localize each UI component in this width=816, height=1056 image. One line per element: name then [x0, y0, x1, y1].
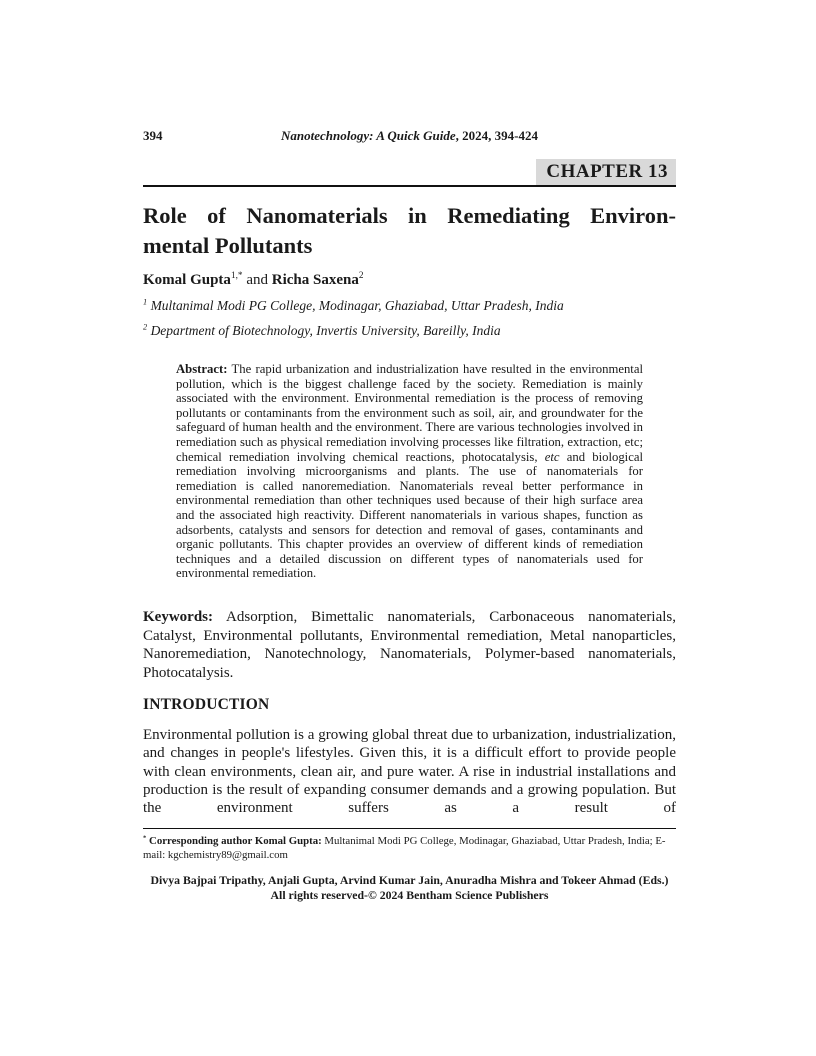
- footnote-divider: [143, 828, 676, 829]
- introduction-heading: INTRODUCTION: [143, 696, 270, 714]
- affiliation-1: [143, 297, 676, 314]
- chapter-label: CHAPTER 13: [536, 159, 676, 185]
- running-header: [143, 128, 676, 146]
- abstract-text-1: The rapid urbanization and industrialization have resulted in the environmental pollution, which is the biggest challenge faced by the society. Remediation is mainly associated with the environment. Environmental remediation is the process of removing pollutants or contaminants from the environment such as soil, air, and groundwater for the safeguard of human health and the environment. There are various technologies involved in remediation such as physical remediation involving processes like filtration, extraction, etc; chemical remediation involving chemical reactions, photocatalysis,: [176, 362, 643, 464]
- chapter-title-line1: Role of Nanomaterials in Remediating Environ-: [143, 203, 676, 228]
- abstract-block: [176, 362, 643, 581]
- affiliation-2-sup: 2: [143, 322, 148, 332]
- book-footer: [143, 873, 676, 902]
- affiliation-1-text: Multanimal Modi PG College, Modinagar, Ghaziabad, Uttar Pradesh, India: [147, 298, 564, 313]
- page-number: 394: [143, 128, 163, 143]
- footer-editors-line: Divya Bajpai Tripathy, Anjali Gupta, Arvind Kumar Jain, Anuradha Mishra and Tokeer Ahmad (Eds.): [150, 873, 669, 888]
- introduction-paragraph: Environmental pollution is a growing global threat due to urbanization, industrialization, and changes in people's lifestyles. Given this, it is a difficult effort to provide people with clean environments, clean air, and pure water. A rise in industrial installations and production is the result of expanding consumer demands and a growing population. But the environment suffers as a result of: [143, 727, 676, 817]
- author-name-1: Komal Gupta: [143, 272, 231, 288]
- chapter-title-line2: mental Pollutants: [143, 233, 313, 258]
- corresponding-author-footnote: [143, 834, 676, 862]
- authors-line: [143, 272, 676, 289]
- keywords-block: [143, 608, 676, 682]
- author-sup-1: 1,*: [230, 271, 243, 281]
- footer-rights-line: All rights reserved-© 2024 Bentham Science Publishers: [270, 887, 549, 902]
- chapter-banner-row: [143, 159, 676, 187]
- running-title-book: Nanotechnology: A Quick Guide: [280, 128, 456, 143]
- author-sup-2: 2: [358, 271, 364, 281]
- footnote-bold-text: Corresponding author Komal Gupta:: [146, 835, 322, 848]
- abstract-label: Abstract:: [176, 362, 228, 376]
- authors-connector: and: [242, 272, 272, 288]
- affiliation-1-sup: 1: [143, 297, 148, 307]
- author-name-2: Richa Saxena: [271, 272, 359, 288]
- chapter-title: [143, 201, 676, 261]
- affiliation-2-text: Department of Biotechnology, Invertis University, Bareilly, India: [147, 323, 501, 338]
- keywords-label: Keywords:: [143, 608, 213, 625]
- footnote-marker: *: [143, 834, 147, 842]
- footnote-text: Multanimal Modi PG College, Modinagar, Ghaziabad, Uttar Pradesh, India; E-mail: kgchemistry89@gmail.com: [143, 835, 666, 862]
- running-title: [281, 128, 538, 143]
- abstract-italic-etc: etc: [544, 449, 560, 464]
- keywords-text: Adsorption, Bimettalic nanomaterials, Carbonaceous nanomaterials, Catalyst, Environmental pollutants, Environmental remediation, Metal nanoparticles, Nanoremediation, Nanotechnology, Nanomaterials, Polymer-based nanomaterials, Photocatalysis.: [143, 608, 676, 681]
- abstract-text-2: and biological remediation involving microorganisms and plants. The use of nanomaterials for remediation is called nanoremediation. Nanomaterials reveal better performance in environmental remediation than other techniques used because of their high surface area and the associated high reactivity. Different nanomaterials in various shapes, function as adsorbents, catalysts and sensors for detection and removal of gases, contaminants and organic pollutants. This chapter provides an overview of different kinds of remediation techniques and a detailed discussion on different types of nanomaterials used for environmental remediation.: [176, 449, 643, 581]
- affiliation-2: [143, 322, 676, 339]
- running-title-pages: , 2024, 394-424: [455, 128, 538, 143]
